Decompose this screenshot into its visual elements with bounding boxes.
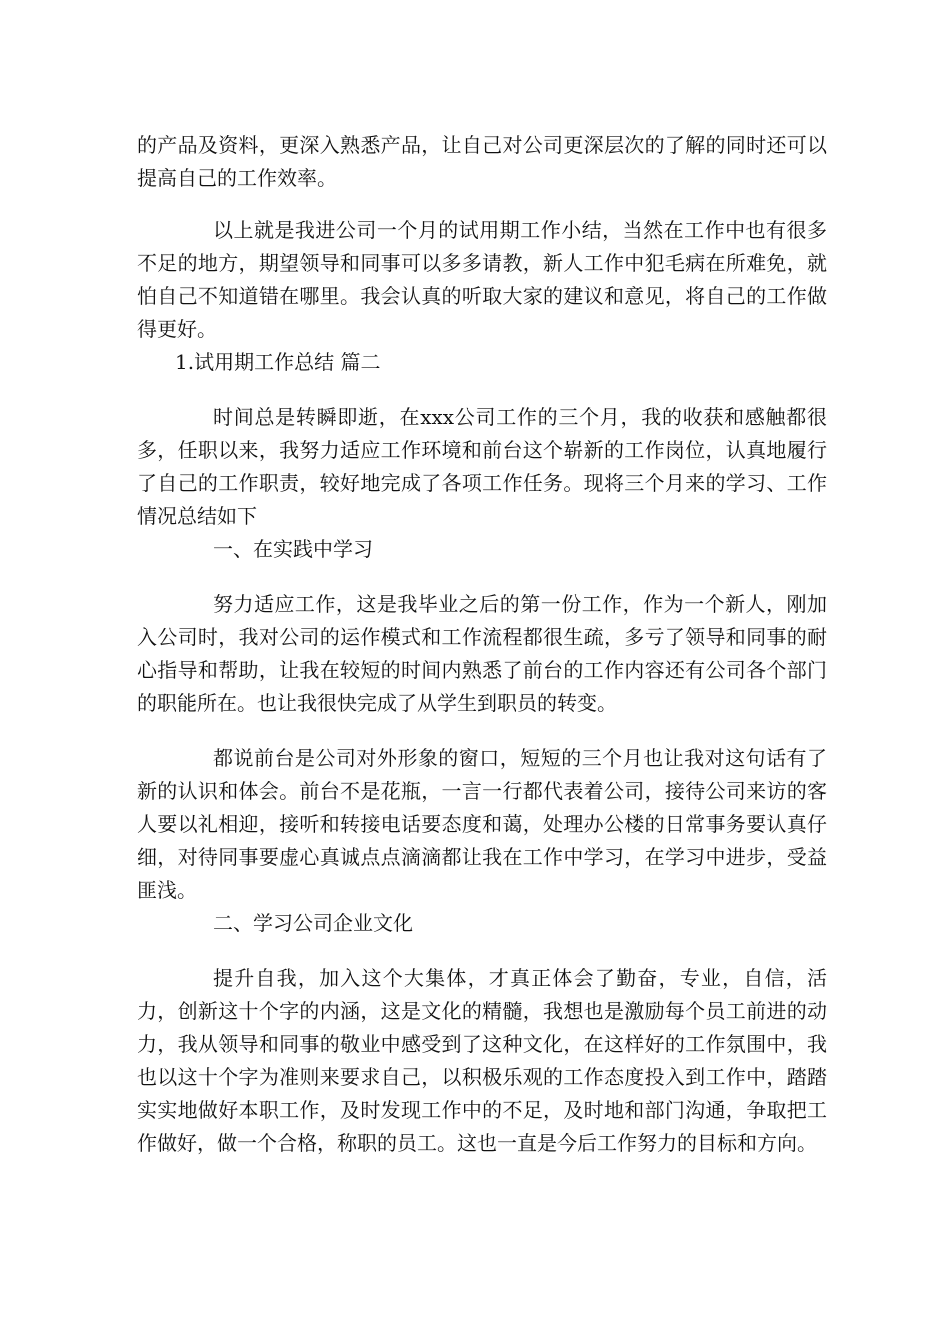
paragraph-culture: 提升自我，加入这个大集体，才真正体会了勤奋，专业，自信，活力，创新这十个字的内涵，这是文化的精髓，我想也是激励每个员工前进的动力，我从领导和同事的敬业中感受到了这种文化，在这样好的工作氛围中，我也以这十个字为准则来要求自己，以积极乐观的工作态度投入到工作中，踏踏实实地做好本职工作，及时发现工作中的不足，及时地和部门沟通，争取把工作做好，做一个合格，称职的员工。这也一直是今后工作努力的目标和方向。 — [137, 966, 827, 1155]
subheading-practice: 一、在实践中学习 — [213, 537, 373, 561]
paragraph-continuation: 的产品及资料，更深入熟悉产品，让自己对公司更深层次的了解的同时还可以提高自己的工作效率。 — [137, 133, 827, 190]
paragraph-adapting: 努力适应工作，这是我毕业之后的第一份工作，作为一个新人，刚加入公司时，我对公司的运作模式和工作流程都很生疏，多亏了领导和同事的耐心指导和帮助，让我在较短的时间内熟悉了前台的工作内容还有公司各个部门的职能所在。也让我很快完成了从学生到职员的转变。 — [137, 592, 827, 715]
section-heading-part2: 1.试用期工作总结 篇二 — [175, 350, 381, 374]
paragraph-intro: 时间总是转瞬即逝，在xxx公司工作的三个月，我的收获和感触都很多，任职以来，我努力适应工作环境和前台这个崭新的工作岗位，认真地履行了自己的工作职责，较好地完成了各项工作任务。现将三个月来的学习、工作情况总结如下 — [137, 405, 827, 528]
document-body — [137, 129, 827, 1160]
paragraph-front-desk: 都说前台是公司对外形象的窗口，短短的三个月也让我对这句话有了新的认识和体会。前台不是花瓶，一言一行都代表着公司，接待公司来访的客人要以礼相迎，接听和转接电话要态度和蔼，处理办公楼的日常事务要认真仔细，对待同事要虚心真诚点点滴滴都让我在工作中学习，在学习中进步，受益匪浅。 — [137, 746, 827, 902]
paragraph-summary: 以上就是我进公司一个月的试用期工作小结，当然在工作中也有很多不足的地方，期望领导和同事可以多多请教，新人工作中犯毛病在所难免，就怕自己不知道错在哪里。我会认真的听取大家的建议和意见，将自己的工作做得更好。 — [137, 218, 827, 341]
subheading-culture: 二、学习公司企业文化 — [213, 911, 413, 935]
